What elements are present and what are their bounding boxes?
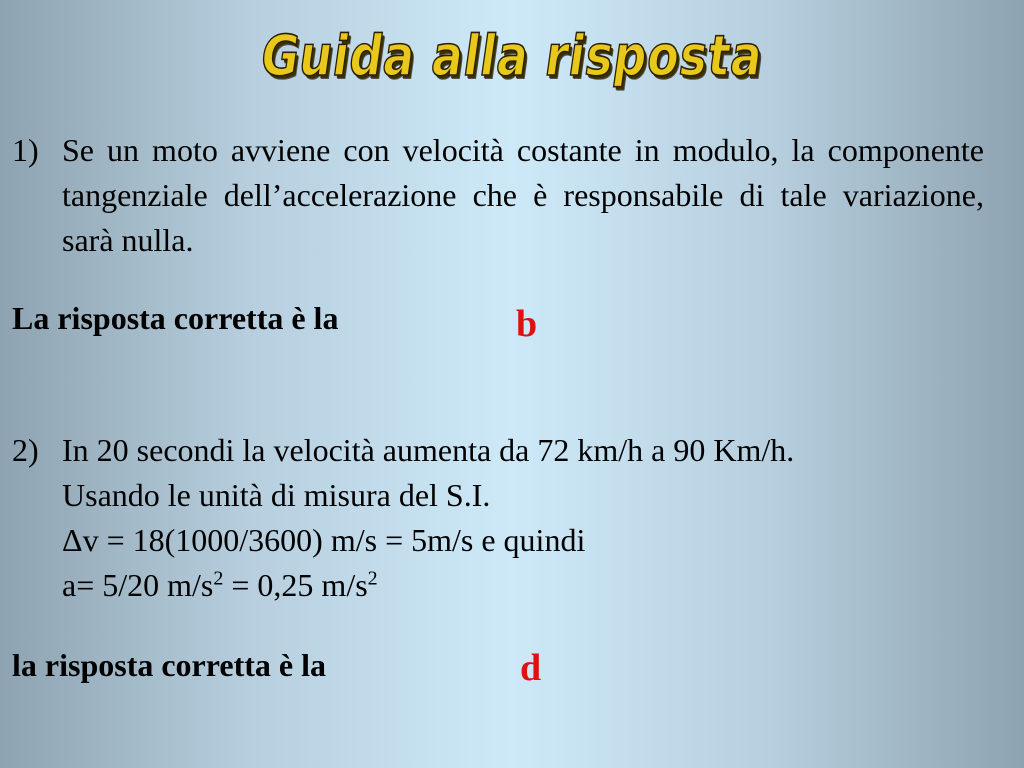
page-title: Guida alla risposta [256,24,768,89]
question-1-number: 1) [12,132,39,168]
question-2-line-4 [62,563,984,608]
answer-1-letter: b [516,303,538,345]
question-1-text: Se un moto avviene con velocità costante in modulo, la componente tangenziale dell’accelerazione che è responsabile di tale variazione, sarà nulla. [62,132,984,258]
question-2 [12,428,984,608]
formula-part-a: a= 5/20 m/s [62,567,214,603]
answer-2-letter: d [520,647,542,689]
question-2-line-1: In 20 secondi la velocità aumenta da 72 km/h a 90 Km/h. [62,432,795,468]
formula-part-b: = 0,25 m/s [223,567,368,603]
question-2-line-3: Δv = 18(1000/3600) m/s = 5m/s e quindi [62,522,586,558]
answer-1-label: La risposta corretta è la [12,300,339,336]
question-1 [12,128,984,263]
answer-2-label: la risposta corretta è la [12,647,326,683]
formula-exponent-2: 2 [367,567,378,590]
formula-exponent-1: 2 [213,567,224,590]
question-2-line-2: Usando le unità di misura del S.I. [62,477,491,513]
question-2-text [62,428,984,608]
question-2-number: 2) [12,432,39,468]
